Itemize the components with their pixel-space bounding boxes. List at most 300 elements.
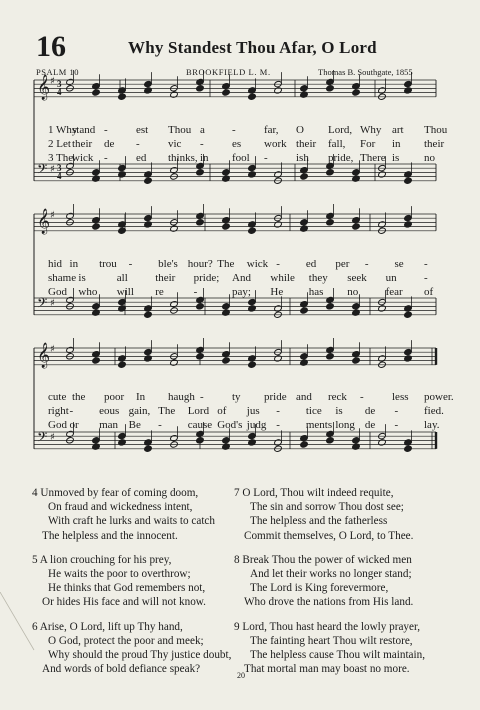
- lyric-syllable: their: [296, 138, 317, 150]
- note-head: [274, 439, 283, 446]
- lyric-syllable: their: [424, 138, 445, 150]
- treble-clef: 𝄞: [37, 209, 51, 234]
- note-head: [92, 443, 101, 450]
- note-head: [118, 227, 127, 234]
- note-head: [352, 437, 361, 444]
- lyric-syllable: jus: [246, 405, 260, 417]
- note-head: [144, 177, 153, 184]
- sharp-key-signature: ♯: [50, 344, 55, 355]
- stanza-line: The fainting heart Thou wilt restore,: [250, 634, 413, 647]
- hymn-number: 16: [36, 30, 66, 63]
- lyric-syllable: the: [72, 391, 86, 403]
- note-head: [92, 223, 101, 230]
- lyric-syllable: poor: [104, 391, 125, 403]
- note-head: [326, 296, 335, 303]
- note-head: [144, 439, 153, 446]
- stanza-line: O God, protect the poor and meek;: [48, 634, 204, 647]
- lyric-syllable: far,: [264, 124, 279, 136]
- note-head: [222, 89, 231, 96]
- lyric-syllable: ble's: [158, 258, 178, 270]
- lyric-syllable: of: [217, 405, 227, 417]
- note-head: [118, 93, 127, 100]
- lyric-syllable: -: [360, 391, 364, 403]
- note-head: [326, 430, 335, 437]
- note-head: [92, 309, 101, 316]
- note-head: [248, 305, 257, 312]
- lyric-syllable: judg: [246, 419, 267, 431]
- note-head: [248, 355, 257, 362]
- note-head: [196, 430, 205, 437]
- note-head: [196, 78, 205, 85]
- lyric-syllable: will: [116, 286, 134, 298]
- note-head: [92, 175, 101, 182]
- lyric-syllable: pride,: [328, 152, 354, 164]
- note-head: [300, 167, 309, 174]
- lyric-syllable: per: [335, 258, 350, 270]
- note-head: [300, 441, 309, 448]
- lyric-syllable: 3 The: [48, 152, 74, 164]
- note-head: [300, 219, 309, 226]
- note-head: [404, 177, 413, 184]
- lyric-syllable: stand: [72, 124, 96, 136]
- lyric-syllable: de: [364, 419, 376, 431]
- note-head: [118, 164, 127, 171]
- lyric-syllable: re: [155, 286, 164, 298]
- lyric-syllable: who: [78, 286, 98, 298]
- sharp-key-signature: ♯: [50, 210, 55, 221]
- bass-clef: 𝄢: [37, 295, 48, 314]
- lyric-syllable: -: [276, 258, 280, 270]
- lyric-syllable: or: [69, 419, 79, 431]
- lyric-syllable: Be: [128, 419, 141, 431]
- lyric-syllable: right: [48, 405, 69, 417]
- lyric-syllable: work: [264, 138, 287, 150]
- stanza-line: And let their works no longer stand;: [250, 568, 412, 581]
- stanza: [32, 553, 231, 610]
- note-head: [196, 169, 205, 176]
- note-head: [248, 87, 257, 94]
- note-head: [326, 78, 335, 85]
- note-head: [248, 227, 257, 234]
- lyric-syllable: -: [200, 391, 204, 403]
- lyric-syllable: In: [136, 391, 146, 403]
- lyric-syllable: in: [392, 138, 401, 150]
- stanza: [234, 486, 425, 543]
- note-head: [404, 445, 413, 452]
- stanza-line: With craft he lurks and waits to catch: [48, 515, 215, 528]
- lyric-syllable: -: [232, 124, 236, 136]
- note-head: [248, 171, 257, 178]
- note-head: [144, 445, 153, 452]
- time-signature: 3: [57, 79, 62, 89]
- note-head: [378, 221, 387, 228]
- lyric-syllable: O: [296, 124, 304, 136]
- lyric-syllable: wick: [72, 152, 94, 164]
- note-head: [196, 303, 205, 310]
- note-head: [352, 351, 361, 358]
- lyric-syllable: -: [200, 138, 204, 150]
- stanza-line: The sin and sorrow Thou dost see;: [250, 501, 404, 514]
- note-head: [144, 171, 153, 178]
- lyric-syllable: -: [364, 258, 369, 270]
- lyric-syllable: cause: [187, 419, 213, 431]
- stanza: [234, 553, 425, 610]
- time-signature: 3: [57, 163, 62, 173]
- lyric-syllable: -: [158, 419, 162, 431]
- note-head: [404, 311, 413, 318]
- note-head: [274, 305, 283, 312]
- note-head: [352, 175, 361, 182]
- lyric-syllable: they: [308, 272, 328, 284]
- stanza-line: 7 O Lord, Thou wilt indeed requite,: [234, 487, 394, 499]
- lyric-syllable: pride;: [193, 272, 220, 284]
- lyric-syllable: and: [296, 391, 312, 403]
- note-head: [248, 439, 257, 446]
- lyric-syllable: de: [104, 138, 115, 150]
- stanza-line: 5 A lion crouching for his prey,: [32, 553, 172, 566]
- sharp-key-signature: ♯: [50, 432, 55, 443]
- stanza-line: Commit themselves, O Lord, to Thee.: [244, 529, 414, 542]
- stanza-line: 9 Lord, Thou hast heard the lowly prayer,: [234, 620, 421, 633]
- note-head: [118, 171, 127, 178]
- lyric-syllable: cute: [48, 391, 67, 403]
- lyric-syllable: He: [270, 286, 284, 298]
- note-head: [274, 221, 283, 228]
- stanza-line: That mortal man may boast no more.: [244, 663, 410, 676]
- note-head: [352, 309, 361, 316]
- note-head: [300, 91, 309, 98]
- note-head: [118, 432, 127, 439]
- stanza-line: 4 Unmoved by fear of coming doom,: [32, 487, 199, 499]
- lyric-syllable: There: [360, 152, 386, 164]
- note-head: [378, 439, 387, 446]
- note-head: [326, 303, 335, 310]
- lyric-syllable: -: [276, 419, 280, 431]
- note-head: [326, 346, 335, 353]
- note-head: [378, 305, 387, 312]
- note-head: [222, 309, 231, 316]
- note-head: [404, 439, 413, 446]
- lyric-syllable: art: [392, 124, 404, 136]
- lyric-syllable: fool: [232, 152, 250, 164]
- note-head: [144, 305, 153, 312]
- note-head: [404, 305, 413, 312]
- lyric-syllable: thinks,: [168, 152, 198, 164]
- note-head: [222, 351, 231, 358]
- lyric-syllable: The: [158, 405, 176, 417]
- note-head: [326, 212, 335, 219]
- page-number: 20: [237, 671, 245, 680]
- note-head: [222, 217, 231, 224]
- note-head: [404, 80, 413, 87]
- lyric-syllable: -: [128, 258, 133, 270]
- lyric-syllable: eous: [99, 405, 120, 417]
- lyric-syllable: pay;: [232, 286, 251, 298]
- lyric-syllable: -: [394, 419, 399, 431]
- note-head: [196, 346, 205, 353]
- note-head: [196, 437, 205, 444]
- note-head: [300, 307, 309, 314]
- note-head: [300, 435, 309, 442]
- note-head: [196, 212, 205, 219]
- lyric-syllable: ments: [305, 419, 333, 431]
- treble-clef: 𝄞: [37, 343, 51, 368]
- stanza-line: The helpless and the fatherless: [250, 515, 388, 528]
- note-head: [352, 217, 361, 224]
- stanza-line: He waits the poor to overthrow;: [48, 568, 191, 581]
- note-head: [352, 83, 361, 90]
- lyric-syllable: in: [200, 152, 209, 164]
- note-head: [144, 311, 153, 318]
- note-head: [118, 355, 127, 362]
- note-head: [248, 432, 257, 439]
- note-head: [222, 437, 231, 444]
- note-head: [144, 87, 153, 94]
- note-head: [326, 353, 335, 360]
- note-head: [326, 219, 335, 226]
- lyric-syllable: trou: [99, 258, 117, 270]
- stanza-line: Who drove the nations from His land.: [244, 596, 414, 609]
- lyric-syllable: est: [136, 124, 149, 136]
- note-head: [222, 223, 231, 230]
- note-head: [352, 223, 361, 230]
- note-head: [404, 214, 413, 221]
- lyric-syllable: The: [217, 258, 235, 270]
- lyric-syllable: 1 Why: [48, 124, 78, 136]
- note-head: [404, 221, 413, 228]
- note-head: [404, 348, 413, 355]
- note-head: [404, 87, 413, 94]
- note-head: [66, 430, 75, 437]
- lyric-syllable: Thou: [424, 124, 448, 136]
- lyric-syllable: no: [424, 152, 435, 164]
- lyric-syllable: while: [270, 272, 295, 284]
- lyric-syllable: less: [392, 391, 409, 403]
- stanza-line: The Lord is King forevermore,: [250, 582, 389, 595]
- note-head: [144, 355, 153, 362]
- lyric-syllable: ty: [232, 391, 241, 403]
- note-head: [248, 298, 257, 305]
- note-head: [300, 301, 309, 308]
- lyric-syllable: -: [424, 258, 428, 270]
- lyric-syllable: -: [104, 124, 108, 136]
- note-head: [248, 164, 257, 171]
- lyric-syllable: se: [394, 258, 404, 270]
- lyric-syllable: es: [232, 138, 242, 150]
- note-head: [222, 443, 231, 450]
- note-head: [66, 212, 75, 219]
- bass-clef: 𝄢: [37, 429, 48, 448]
- sharp-key-signature: ♯: [50, 164, 55, 175]
- lyric-syllable: hour?: [187, 258, 213, 270]
- lyric-syllable: ed: [305, 258, 317, 270]
- lyric-syllable: -: [424, 272, 428, 284]
- note-head: [196, 353, 205, 360]
- lyric-syllable: man: [99, 419, 119, 431]
- lyric-syllable: ish: [296, 152, 309, 164]
- note-head: [404, 355, 413, 362]
- note-head: [248, 93, 257, 100]
- note-head: [170, 359, 179, 366]
- note-head: [170, 301, 179, 308]
- note-head: [274, 355, 283, 362]
- stanza-line: Or hides His face and will not know.: [42, 596, 206, 609]
- sharp-key-signature: ♯: [50, 76, 55, 87]
- lyric-syllable: 2 Let: [48, 138, 71, 150]
- note-head: [326, 437, 335, 444]
- note-head: [300, 85, 309, 92]
- note-head: [300, 359, 309, 366]
- stanza-line: On fraud and wickedness intent,: [48, 501, 193, 514]
- note-head: [92, 351, 101, 358]
- note-head: [274, 87, 283, 94]
- lyric-syllable: -: [193, 286, 198, 298]
- note-head: [326, 85, 335, 92]
- composer-credit: Thomas B. Southgate, 1855: [318, 67, 413, 77]
- note-head: [170, 91, 179, 98]
- lyric-syllable: their: [155, 272, 176, 284]
- note-head: [144, 221, 153, 228]
- lyric-syllable: Why: [360, 124, 382, 136]
- note-head: [92, 83, 101, 90]
- lyric-syllable: a: [200, 124, 205, 136]
- lyric-syllable: shame: [48, 272, 77, 284]
- lyric-syllable: God: [48, 419, 67, 431]
- stanza-line: 8 Break Thou the power of wicked men: [234, 553, 412, 566]
- lyric-syllable: tice: [305, 405, 322, 417]
- lyric-syllable: seek: [347, 272, 367, 284]
- lyric-syllable: gain,: [128, 405, 151, 417]
- note-head: [170, 225, 179, 232]
- lyric-syllable: un: [385, 272, 397, 284]
- note-head: [222, 83, 231, 90]
- lyric-syllable: -: [264, 152, 268, 164]
- note-head: [92, 357, 101, 364]
- note-head: [222, 169, 231, 176]
- lyric-syllable: fall,: [328, 138, 346, 150]
- lyric-syllable: -: [276, 405, 280, 417]
- note-head: [144, 348, 153, 355]
- lyric-syllable: in: [69, 258, 79, 270]
- lyric-syllable: haugh: [168, 391, 195, 403]
- note-head: [274, 171, 283, 178]
- note-head: [352, 303, 361, 310]
- lyric-syllable: -: [104, 152, 108, 164]
- lyric-syllable: ed: [136, 152, 147, 164]
- note-head: [170, 435, 179, 442]
- note-head: [144, 80, 153, 87]
- psalm-reference: PSALM 10: [36, 67, 79, 77]
- note-head: [248, 361, 257, 368]
- note-head: [222, 303, 231, 310]
- stanza: [32, 620, 231, 677]
- stanza-line: And words of bold defiance speak?: [42, 663, 201, 676]
- tune-name: BROOKFIELD L. M.: [186, 67, 271, 77]
- note-head: [248, 221, 257, 228]
- lyric-syllable: vic: [168, 138, 182, 150]
- stanzas-left-column: [32, 486, 231, 686]
- lyric-syllable: hid: [48, 258, 63, 270]
- lyric-syllable: power.: [424, 391, 454, 403]
- lyric-syllable: is: [335, 405, 343, 417]
- lyric-syllable: all: [116, 272, 128, 284]
- lyric-syllable: reck: [328, 391, 347, 403]
- note-head: [66, 78, 75, 85]
- lyric-syllable: fied.: [424, 405, 444, 417]
- note-head: [92, 217, 101, 224]
- note-head: [404, 171, 413, 178]
- note-head: [92, 303, 101, 310]
- lyric-syllable: -: [394, 405, 399, 417]
- note-head: [196, 85, 205, 92]
- lyric-syllable: their: [72, 138, 93, 150]
- treble-clef: 𝄞: [37, 75, 51, 100]
- note-head: [118, 361, 127, 368]
- note-head: [326, 169, 335, 176]
- note-head: [352, 443, 361, 450]
- lyric-syllable: For: [360, 138, 376, 150]
- stanza: [32, 486, 231, 543]
- lyric-syllable: is: [78, 272, 86, 284]
- lyric-syllable: Lord,: [328, 124, 353, 136]
- note-head: [144, 214, 153, 221]
- note-head: [66, 346, 75, 353]
- lyric-syllable: God's: [217, 419, 243, 431]
- note-head: [118, 439, 127, 446]
- bass-clef: 𝄢: [37, 161, 48, 180]
- stanza-line: The helpless cause Thou wilt maintain,: [250, 649, 426, 662]
- lyric-syllable: has: [308, 286, 324, 298]
- lyric-syllable: And: [232, 272, 251, 284]
- lyric-syllable: of: [424, 286, 434, 298]
- note-head: [222, 175, 231, 182]
- note-head: [170, 167, 179, 174]
- lyric-syllable: pride: [264, 391, 287, 403]
- stanza-line: Why should the proud Thy justice doubt,: [48, 649, 232, 662]
- lyric-syllable: -: [136, 138, 140, 150]
- note-head: [300, 173, 309, 180]
- note-head: [92, 437, 101, 444]
- note-head: [378, 87, 387, 94]
- note-head: [352, 169, 361, 176]
- note-head: [300, 353, 309, 360]
- lyric-syllable: Thou: [168, 124, 192, 136]
- stanzas-right-column: [234, 486, 425, 686]
- time-signature: 4: [57, 87, 62, 97]
- note-head: [352, 357, 361, 364]
- stanza-line: The helpless and the innocent.: [42, 529, 178, 542]
- lyric-syllable: lay.: [424, 419, 440, 431]
- lyric-syllable: Lord: [187, 405, 210, 417]
- note-head: [300, 225, 309, 232]
- note-head: [222, 357, 231, 364]
- sharp-key-signature: ♯: [50, 298, 55, 309]
- note-head: [92, 169, 101, 176]
- lyric-syllable: is: [392, 152, 400, 164]
- lyric-syllable: wick: [246, 258, 269, 270]
- lyric-syllable: long: [335, 419, 355, 431]
- lyric-syllable: no: [347, 286, 359, 298]
- note-head: [378, 171, 387, 178]
- note-head: [196, 219, 205, 226]
- time-signature: 4: [57, 171, 62, 181]
- lyric-syllable: -: [69, 405, 74, 417]
- stanza-line: 6 Arise, O Lord, lift up Thy hand,: [32, 620, 183, 633]
- page-corner-fold: [0, 592, 40, 652]
- note-head: [378, 355, 387, 362]
- hymn-title: Why Standest Thou Afar, O Lord: [128, 38, 377, 57]
- stanza-line: He thinks that God remembers not,: [48, 582, 206, 595]
